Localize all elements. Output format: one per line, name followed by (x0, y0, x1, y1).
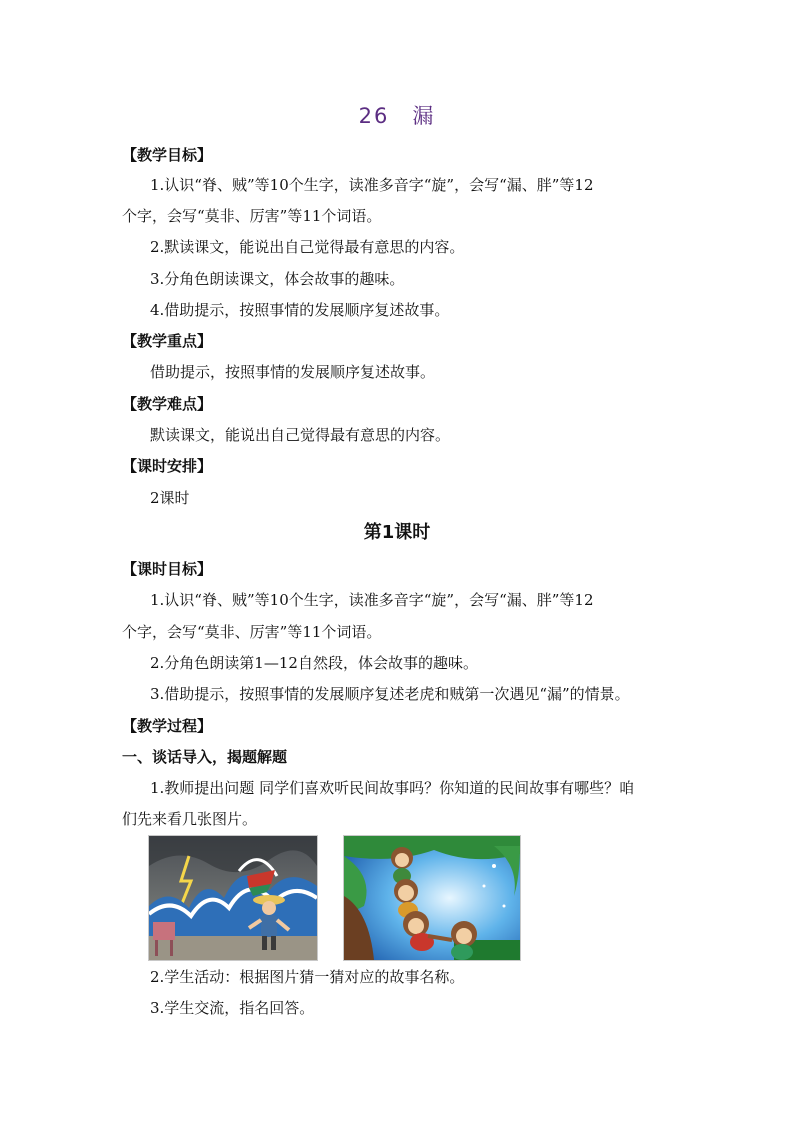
step-line: 1.教师提出问题 同学们喜欢听民间故事吗？你知道的民间故事有哪些？咱 (150, 779, 635, 797)
step-line: 2.学生活动：根据图片猜一猜对应的故事名称。 (150, 968, 465, 986)
schedule-heading: 【课时安排】 (122, 457, 213, 475)
lesson-objectives-heading: 【课时目标】 (122, 560, 213, 578)
objective-line: 个字，会写“莫非、厉害”等11个词语。 (122, 207, 382, 225)
process-heading: 【教学过程】 (122, 717, 213, 735)
story-image-waves (148, 835, 318, 961)
objective-line: 4.借助提示，按照事情的发展顺序复述故事。 (150, 301, 450, 319)
focus-heading: 【教学重点】 (122, 332, 213, 350)
focus-text: 借助提示，按照事情的发展顺序复述故事。 (150, 363, 436, 381)
objective-line: 2.默读课文，能说出自己觉得最有意思的内容。 (150, 238, 465, 256)
lesson-title: 第1课时 (363, 522, 431, 543)
lesson-objective-line: 2.分角色朗读第1—12自然段，体会故事的趣味。 (150, 654, 478, 672)
objectives-heading: 【教学目标】 (122, 146, 213, 164)
lesson-objective-line: 1.认识“脊、贼”等10个生字，读准多音字“旋”，会写“漏、胖”等12 (150, 591, 594, 609)
difficulty-text: 默读课文，能说出自己觉得最有意思的内容。 (150, 426, 451, 444)
lesson-objective-line: 个字，会写“莫非、厉害”等11个词语。 (122, 623, 382, 641)
story-image-monkeys (343, 835, 521, 961)
objective-line: 3.分角色朗读课文，体会故事的趣味。 (150, 270, 405, 288)
page-title: 26 漏 (358, 104, 436, 128)
section-heading: 一、谈话导入，揭题解题 (122, 748, 288, 766)
difficulty-heading: 【教学难点】 (122, 395, 213, 413)
lesson-objective-line: 3.借助提示，按照事情的发展顺序复述老虎和贼第一次遇见“漏”的情景。 (150, 685, 630, 703)
schedule-text: 2课时 (150, 489, 190, 507)
step-line: 3.学生交流，指名回答。 (150, 999, 315, 1017)
step-line: 们先来看几张图片。 (122, 810, 258, 828)
objective-line: 1.认识“脊、贼”等10个生字，读准多音字“旋”，会写“漏、胖”等12 (150, 176, 594, 194)
